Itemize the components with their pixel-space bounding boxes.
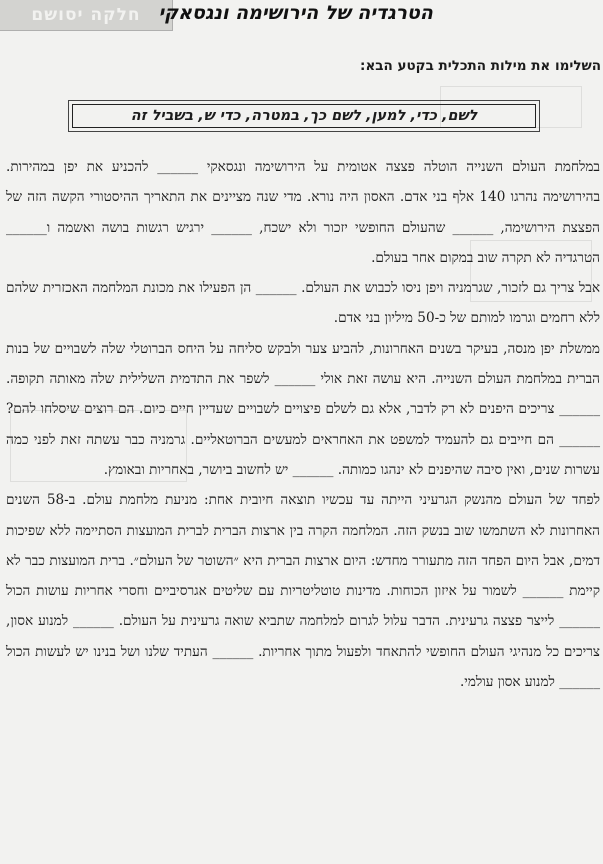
passage-paragraph-3: ממשלת יפן מנסה, בעיקר בשנים האחרונות, להביע צער ולבקש סליחה על היחס הברוטלי שלה לשבויים של בנות הברית במלחמת העולם השנייה. היא עושה זאת אולי ______ לשפר את התדמית השלילית שלה מאותה תקופה. ______ צריכים היפנים לא רק לדבר, אלא גם לשלם פיצויים לשבויים שעדיין חיים כיום. הם רוצים שיסלחו להם? ______ הם חייבים גם להעמיד למשפט את האחראים למעשים הברוטאליים. גרמניה כבר עשתה זאת לפני כמה עשרות שנים, ואין סיבה שהיפנים לא ינהגו כמותה. ______ יש לחשוב ביושר, באחריות ובאומץ. xyxy=(6,340,600,478)
word-bank-text: לשם, כדי, למען, לשם כך, במטרה, כדי ש, בשביל זה xyxy=(130,108,478,124)
page-title: הטרגדיה של הירושימה ונגסאקי xyxy=(158,2,433,24)
passage-paragraph-1: במלחמת העולם השנייה הוטלה פצצה אטומית על הירושימה ונגסאקי ______ להכניע את יפן במהירות. בהירושימה נהרגו 140 אלף בני אדם. האסון היה נורא. מדי שנה מציינים את התאריך ההיסטורי הקשה הזה של הפצצת הירושימה, ______ שהעולם החופשי יזכור ולא ישכח, ______ ירגיש רגשות בושה ואשמה ו______ הטרגדיה לא תקרה שוב במקום אחר בעולם. xyxy=(6,159,600,266)
exercise-instruction: השלימו את מילות התכלית בקטע הבא: xyxy=(360,58,601,74)
passage xyxy=(6,152,600,697)
word-bank-box xyxy=(72,104,536,128)
passage-paragraph-2: אבל צריך גם לזכור, שגרמניה ויפן ניסו לכבוש את העולם. ______ הן הפעילו את מכונת המלחמה האכזרית שלהם ללא רחמים וגרמו למותם של כ-50 מיליון בני אדם. xyxy=(6,280,600,327)
page-stamp: חלקה יסושם xyxy=(0,0,173,31)
passage-paragraph-4: לפחד של העולם מהנשק הגרעיני הייתה עד עכשיו תוצאה חיובית אחת: מניעת מלחמת עולם. ב-58 השנים האחרונות לא השתמשו שוב בנשק הזה. המלחמה הקרה בין ארצות הברית לברית המועצות הסתיימה ללא שפיכות דמים, אבל היום הפחד הזה מתעורר מחדש: היום ארצות הברית היא ״השוטר של העולם״. ברית המועצות כבר לא קיימת ______ לשמור על איזון הכוחות. מדינות טוטליטריות עם שליטים אגרסיביים וחסרי אחריות עושות הכול ______ לייצר פצצה גרעינית. הדבר עלול לגרום למלחמה שתביא שואה גרעינית על העולם. ______ למנוע אסון, צריכים כל מנהיגי העולם החופשי להתאחד ולפעול מתוך אחריות. ______ העתיד שלנו ושל בנינו יש לעשות הכול ______ למנוע אסון עולמי. xyxy=(6,492,600,691)
